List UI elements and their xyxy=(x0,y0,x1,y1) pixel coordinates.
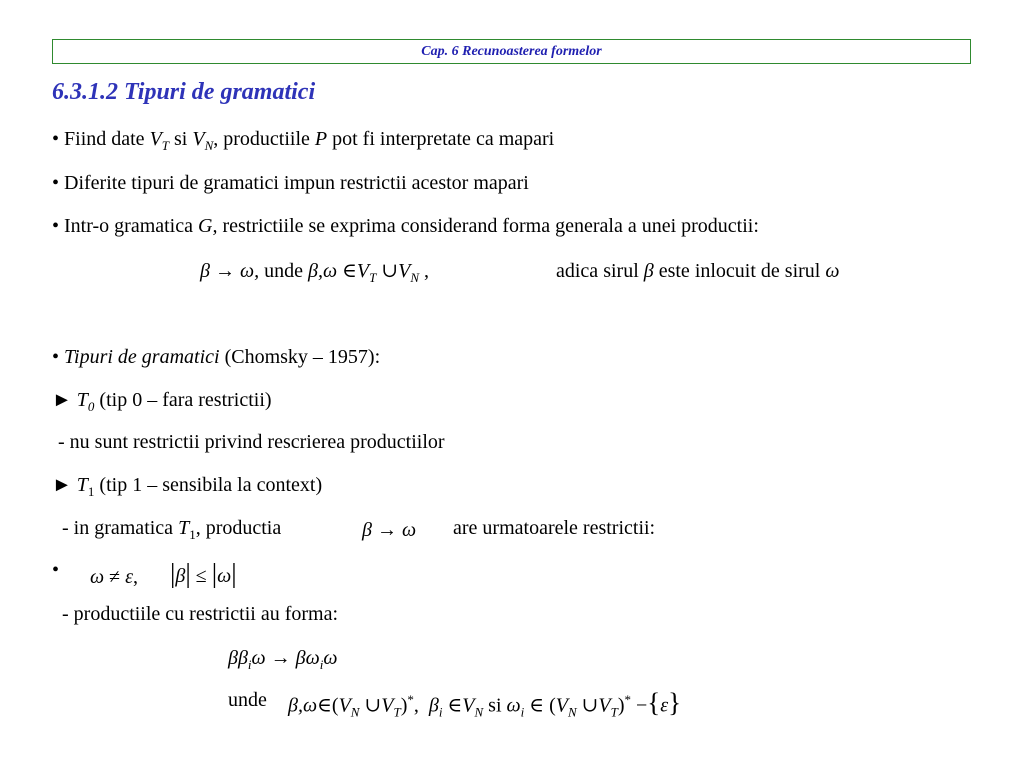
comma: , xyxy=(413,694,419,717)
beta: β xyxy=(643,260,654,282)
beta: β xyxy=(295,647,306,669)
sub: T xyxy=(393,704,401,720)
bullet-mark: • xyxy=(52,346,60,368)
vn: V xyxy=(462,694,475,717)
arrow: → xyxy=(376,519,397,541)
neq-symbol: ≠ xyxy=(109,566,121,588)
paren: ( xyxy=(549,694,556,717)
sub: i xyxy=(520,704,525,720)
type0-description: - nu sunt restrictii privind rescrierea productiilor xyxy=(58,431,445,453)
omega-i: ω xyxy=(506,694,521,717)
type1-production-text xyxy=(62,516,281,547)
union-symbol: ∪ xyxy=(364,694,382,717)
abs-bar: | xyxy=(170,558,176,588)
p-symbol: P xyxy=(314,128,328,150)
g-symbol: G, xyxy=(198,215,218,237)
arrow: → xyxy=(214,260,235,282)
beta: β xyxy=(362,519,372,541)
text: (tip 0 – fara restrictii) xyxy=(94,389,272,411)
omega: ω xyxy=(217,565,232,587)
in-symbol: ∈ xyxy=(447,694,463,717)
text: este inlocuit de sirul xyxy=(653,260,826,282)
t-symbol: T xyxy=(76,474,88,496)
where-label: unde xyxy=(228,689,267,711)
brace: } xyxy=(668,687,682,718)
beta-omega: β,ω xyxy=(307,260,338,282)
kleene-star: * xyxy=(624,692,632,707)
sub: N xyxy=(567,704,577,720)
bullet-mark: • xyxy=(52,128,60,150)
text: pot fi interpretate ca mapari xyxy=(327,128,555,150)
vt: V xyxy=(356,260,370,282)
omega: ω xyxy=(401,519,417,541)
text: restrictiile se exprima considerand forma generala a unei productii: xyxy=(217,215,759,237)
paren: ) xyxy=(400,694,408,717)
triangle-marker-icon: ► xyxy=(52,389,72,411)
comma: , xyxy=(133,566,138,588)
omega: ω xyxy=(323,647,338,669)
abs-bar: | xyxy=(231,558,237,588)
abs-bar: | xyxy=(185,558,191,588)
union-symbol: ∪ xyxy=(381,260,399,282)
text: , productia xyxy=(195,517,282,539)
omega: ω xyxy=(825,260,840,282)
bullet-restrictions xyxy=(52,171,529,195)
text: Intr-o gramatica xyxy=(64,215,198,237)
condition-formula xyxy=(90,565,138,589)
sub: i xyxy=(438,704,443,720)
sub: T xyxy=(369,270,377,285)
omega: ω xyxy=(251,647,266,669)
section-title: 6.3.1.2 Tipuri de gramatici xyxy=(52,79,316,105)
omega-i: ω xyxy=(305,647,320,669)
subscript: 1 xyxy=(189,527,196,542)
type1-restrictions-text: are urmatoarele restrictii: xyxy=(453,517,656,539)
vn: V xyxy=(555,694,568,717)
comma: , xyxy=(419,260,429,282)
text: Diferite tipuri de gramatici impun restrictii acestor mapari xyxy=(64,172,529,194)
text: (Chomsky – 1957): xyxy=(219,346,381,368)
beta: β xyxy=(200,260,210,282)
in-symbol: ∈ xyxy=(342,260,357,282)
text: adica sirul xyxy=(556,260,644,282)
bullet-general-form xyxy=(52,214,759,238)
beta-beta: ββ xyxy=(228,647,248,669)
t-symbol: T xyxy=(178,517,190,539)
vn-symbol: V xyxy=(192,128,205,150)
text: (tip 1 – sensibila la context) xyxy=(94,474,323,496)
kleene-star: * xyxy=(407,692,414,707)
type0-heading xyxy=(52,388,272,419)
subscript: T xyxy=(161,138,170,153)
subscript: N xyxy=(204,138,214,153)
bullet-mark: • xyxy=(52,215,60,237)
italic-text: Tipuri de gramatici xyxy=(64,346,220,368)
formula-general-production xyxy=(200,259,429,290)
restricted-productions-text: - productiile cu restrictii au forma: xyxy=(62,603,339,625)
triangle-marker-icon: ► xyxy=(52,474,72,496)
t-symbol: T xyxy=(76,389,88,411)
in-symbol: ∈ xyxy=(529,694,545,717)
omega: ω, xyxy=(239,260,260,282)
epsilon: ε xyxy=(125,566,133,588)
type1-production-formula xyxy=(362,518,416,542)
leq-symbol: ≤ xyxy=(195,565,207,587)
epsilon: ε xyxy=(660,694,669,717)
paren: ( xyxy=(331,694,339,717)
condition-bullet: • xyxy=(52,559,60,581)
subscript: i xyxy=(247,657,252,672)
domain-formula xyxy=(288,688,681,725)
type1-heading xyxy=(52,473,322,504)
chapter-header: Cap. 6 Recunoasterea formelor xyxy=(52,39,971,64)
subscript: 0 xyxy=(87,399,95,414)
sub: N xyxy=(474,704,484,720)
in-symbol: ∈ xyxy=(317,694,332,717)
sub: N xyxy=(410,270,419,285)
subscript: i xyxy=(319,657,324,672)
vn: V xyxy=(398,260,411,282)
vt: V xyxy=(381,694,394,717)
vt: V xyxy=(598,694,611,717)
brace: { xyxy=(647,687,661,718)
unde: unde xyxy=(259,260,308,282)
beta-i: β xyxy=(428,694,439,717)
beta: β xyxy=(175,565,186,587)
text: - in gramatica xyxy=(62,517,179,539)
minus: − xyxy=(636,694,648,717)
sub: N xyxy=(350,704,360,720)
beta-omega: β,ω xyxy=(288,694,318,717)
paren: ) xyxy=(617,694,625,717)
bullet-mark: • xyxy=(52,172,60,194)
formula-explanation xyxy=(556,259,839,283)
vt-symbol: V xyxy=(149,128,162,150)
bullet-grammar-types xyxy=(52,345,380,369)
length-condition xyxy=(170,558,237,588)
si-text: si xyxy=(483,694,507,717)
subscript: 1 xyxy=(87,484,95,499)
text: si xyxy=(169,128,193,150)
bullet-vt-vn xyxy=(52,127,554,158)
omega: ω xyxy=(90,566,105,588)
union-symbol: ∪ xyxy=(581,694,599,717)
arrow: → xyxy=(270,647,291,669)
text: Fiind date xyxy=(64,128,150,150)
sub: T xyxy=(610,704,618,720)
text: , productiile xyxy=(213,128,315,150)
vn: V xyxy=(338,694,351,717)
abs-bar: | xyxy=(211,558,218,588)
context-sensitive-formula xyxy=(228,646,338,677)
